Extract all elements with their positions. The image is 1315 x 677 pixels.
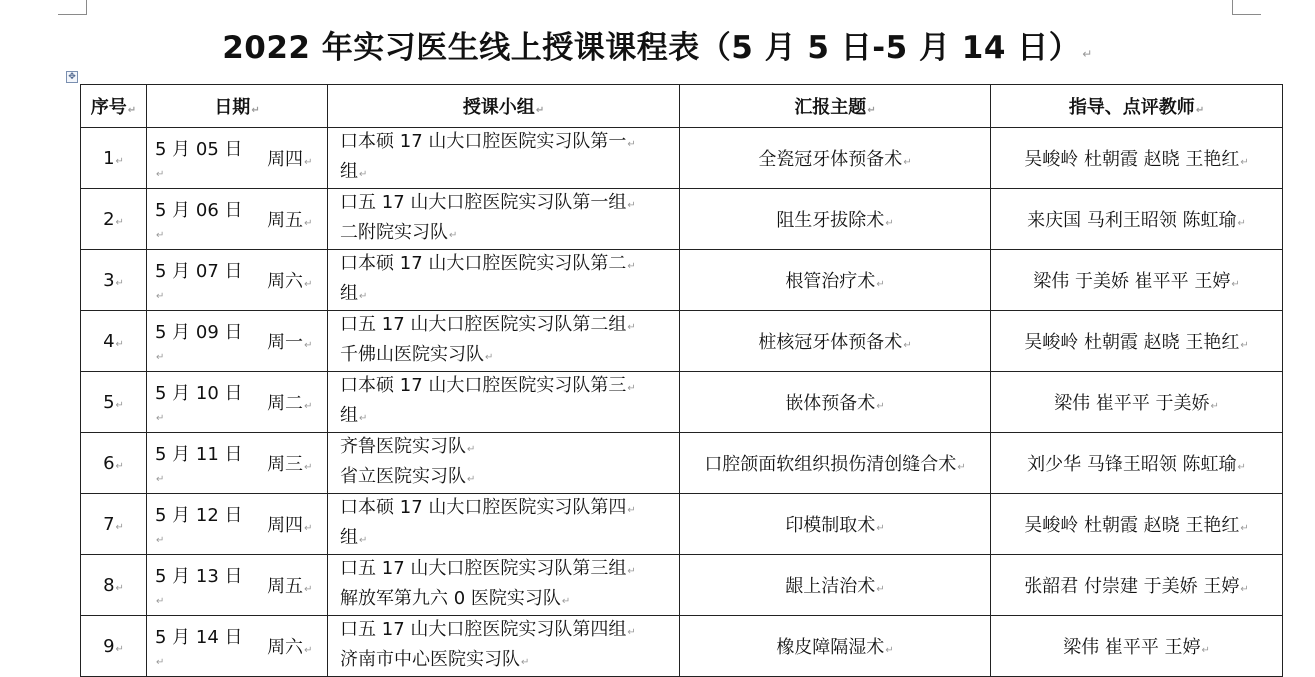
group-line-2: 组↵	[340, 161, 368, 182]
header-topic: 汇报主题↵	[680, 85, 991, 128]
row-topic: 桩核冠牙体预备术↵	[680, 311, 991, 372]
group-line-2: 千佛山医院实习队↵	[340, 344, 494, 365]
table-row	[81, 311, 1283, 372]
row-number: 4↵	[81, 311, 147, 372]
row-teacher: 张韶君 付崇建 于美娇 王婷↵	[991, 555, 1283, 616]
table-row	[81, 555, 1283, 616]
group-line-2: 省立医院实习队↵	[340, 466, 476, 487]
row-teacher: 梁伟 崔平平 王婷↵	[991, 616, 1283, 677]
group-line-2: 组↵	[340, 283, 368, 304]
row-teacher: 吴峻岭 杜朝霞 赵晓 王艳红↵	[991, 494, 1283, 555]
group-line-1: 口本硕 17 山大口腔医院实习队第一↵	[340, 131, 636, 152]
header-group: 授课小组↵	[328, 85, 680, 128]
row-date: 5 月 06 日↵	[147, 189, 253, 250]
header-row	[81, 85, 1283, 128]
group-line-1: 口五 17 山大口腔医院实习队第三组↵	[340, 558, 636, 579]
row-number: 8↵	[81, 555, 147, 616]
row-date: 5 月 07 日↵	[147, 250, 253, 311]
row-topic: 橡皮障隔湿术↵	[680, 616, 991, 677]
row-group	[328, 128, 680, 189]
page-title	[0, 22, 1315, 67]
row-teacher: 吴峻岭 杜朝霞 赵晓 王艳红↵	[991, 128, 1283, 189]
row-number: 2↵	[81, 189, 147, 250]
table-row	[81, 128, 1283, 189]
row-topic: 阻生牙拔除术↵	[680, 189, 991, 250]
row-teacher: 来庆国 马利王昭领 陈虹瑜↵	[991, 189, 1283, 250]
row-number: 9↵	[81, 616, 147, 677]
group-line-1: 口五 17 山大口腔医院实习队第二组↵	[340, 314, 636, 335]
row-group	[328, 189, 680, 250]
group-line-2: 组↵	[340, 527, 368, 548]
row-teacher: 梁伟 崔平平 于美娇↵	[991, 372, 1283, 433]
row-topic: 口腔颌面软组织损伤清创缝合术↵	[680, 433, 991, 494]
row-date: 5 月 14 日↵	[147, 616, 253, 677]
row-group	[328, 250, 680, 311]
page-corner-mark-right	[1232, 0, 1261, 15]
group-line-1: 口本硕 17 山大口腔医院实习队第四↵	[340, 497, 636, 518]
table-row	[81, 372, 1283, 433]
header-no: 序号↵	[81, 85, 147, 128]
row-weekday: 周四↵	[253, 494, 328, 555]
group-line-2: 济南市中心医院实习队↵	[340, 649, 530, 670]
row-group	[328, 311, 680, 372]
row-group	[328, 555, 680, 616]
row-teacher: 吴峻岭 杜朝霞 赵晓 王艳红↵	[991, 311, 1283, 372]
row-date: 5 月 11 日↵	[147, 433, 253, 494]
row-topic: 龈上洁治术↵	[680, 555, 991, 616]
table-row	[81, 433, 1283, 494]
group-line-1: 口本硕 17 山大口腔医院实习队第二↵	[340, 253, 636, 274]
row-weekday: 周二↵	[253, 372, 328, 433]
header-teacher: 指导、点评教师↵	[991, 85, 1283, 128]
page-corner-mark-left	[58, 0, 87, 15]
group-line-1: 口五 17 山大口腔医院实习队第四组↵	[340, 619, 636, 640]
row-topic: 根管治疗术↵	[680, 250, 991, 311]
paragraph-mark-icon: ↵	[1082, 47, 1093, 61]
table-move-handle-icon[interactable]: ✥	[66, 71, 78, 83]
group-line-1: 口五 17 山大口腔医院实习队第一组↵	[340, 192, 636, 213]
schedule-table	[80, 84, 1283, 677]
table-row	[81, 616, 1283, 677]
table-row	[81, 250, 1283, 311]
group-line-2: 组↵	[340, 405, 368, 426]
group-line-2: 二附院实习队↵	[340, 222, 458, 243]
row-teacher: 梁伟 于美娇 崔平平 王婷↵	[991, 250, 1283, 311]
row-teacher: 刘少华 马锋王昭领 陈虹瑜↵	[991, 433, 1283, 494]
row-number: 3↵	[81, 250, 147, 311]
row-number: 1↵	[81, 128, 147, 189]
group-line-1: 口本硕 17 山大口腔医院实习队第三↵	[340, 375, 636, 396]
row-date: 5 月 09 日↵	[147, 311, 253, 372]
row-number: 5↵	[81, 372, 147, 433]
row-group	[328, 616, 680, 677]
group-line-2: 解放军第九六 0 医院实习队↵	[340, 588, 571, 609]
row-group	[328, 494, 680, 555]
row-date: 5 月 13 日↵	[147, 555, 253, 616]
row-weekday: 周六↵	[253, 250, 328, 311]
row-group	[328, 372, 680, 433]
row-topic: 全瓷冠牙体预备术↵	[680, 128, 991, 189]
row-group	[328, 433, 680, 494]
row-number: 6↵	[81, 433, 147, 494]
title-text: 2022 年实习医生线上授课课程表（5 月 5 日-5 月 14 日）	[222, 30, 1081, 66]
row-weekday: 周三↵	[253, 433, 328, 494]
row-weekday: 周五↵	[253, 555, 328, 616]
header-date: 日期↵	[147, 85, 328, 128]
row-topic: 嵌体预备术↵	[680, 372, 991, 433]
row-number: 7↵	[81, 494, 147, 555]
table-row	[81, 494, 1283, 555]
group-line-1: 齐鲁医院实习队↵	[340, 436, 476, 457]
table-row	[81, 189, 1283, 250]
row-topic: 印模制取术↵	[680, 494, 991, 555]
row-weekday: 周六↵	[253, 616, 328, 677]
row-weekday: 周四↵	[253, 128, 328, 189]
row-date: 5 月 10 日↵	[147, 372, 253, 433]
row-date: 5 月 12 日↵	[147, 494, 253, 555]
row-weekday: 周五↵	[253, 189, 328, 250]
row-weekday: 周一↵	[253, 311, 328, 372]
row-date: 5 月 05 日↵	[147, 128, 253, 189]
